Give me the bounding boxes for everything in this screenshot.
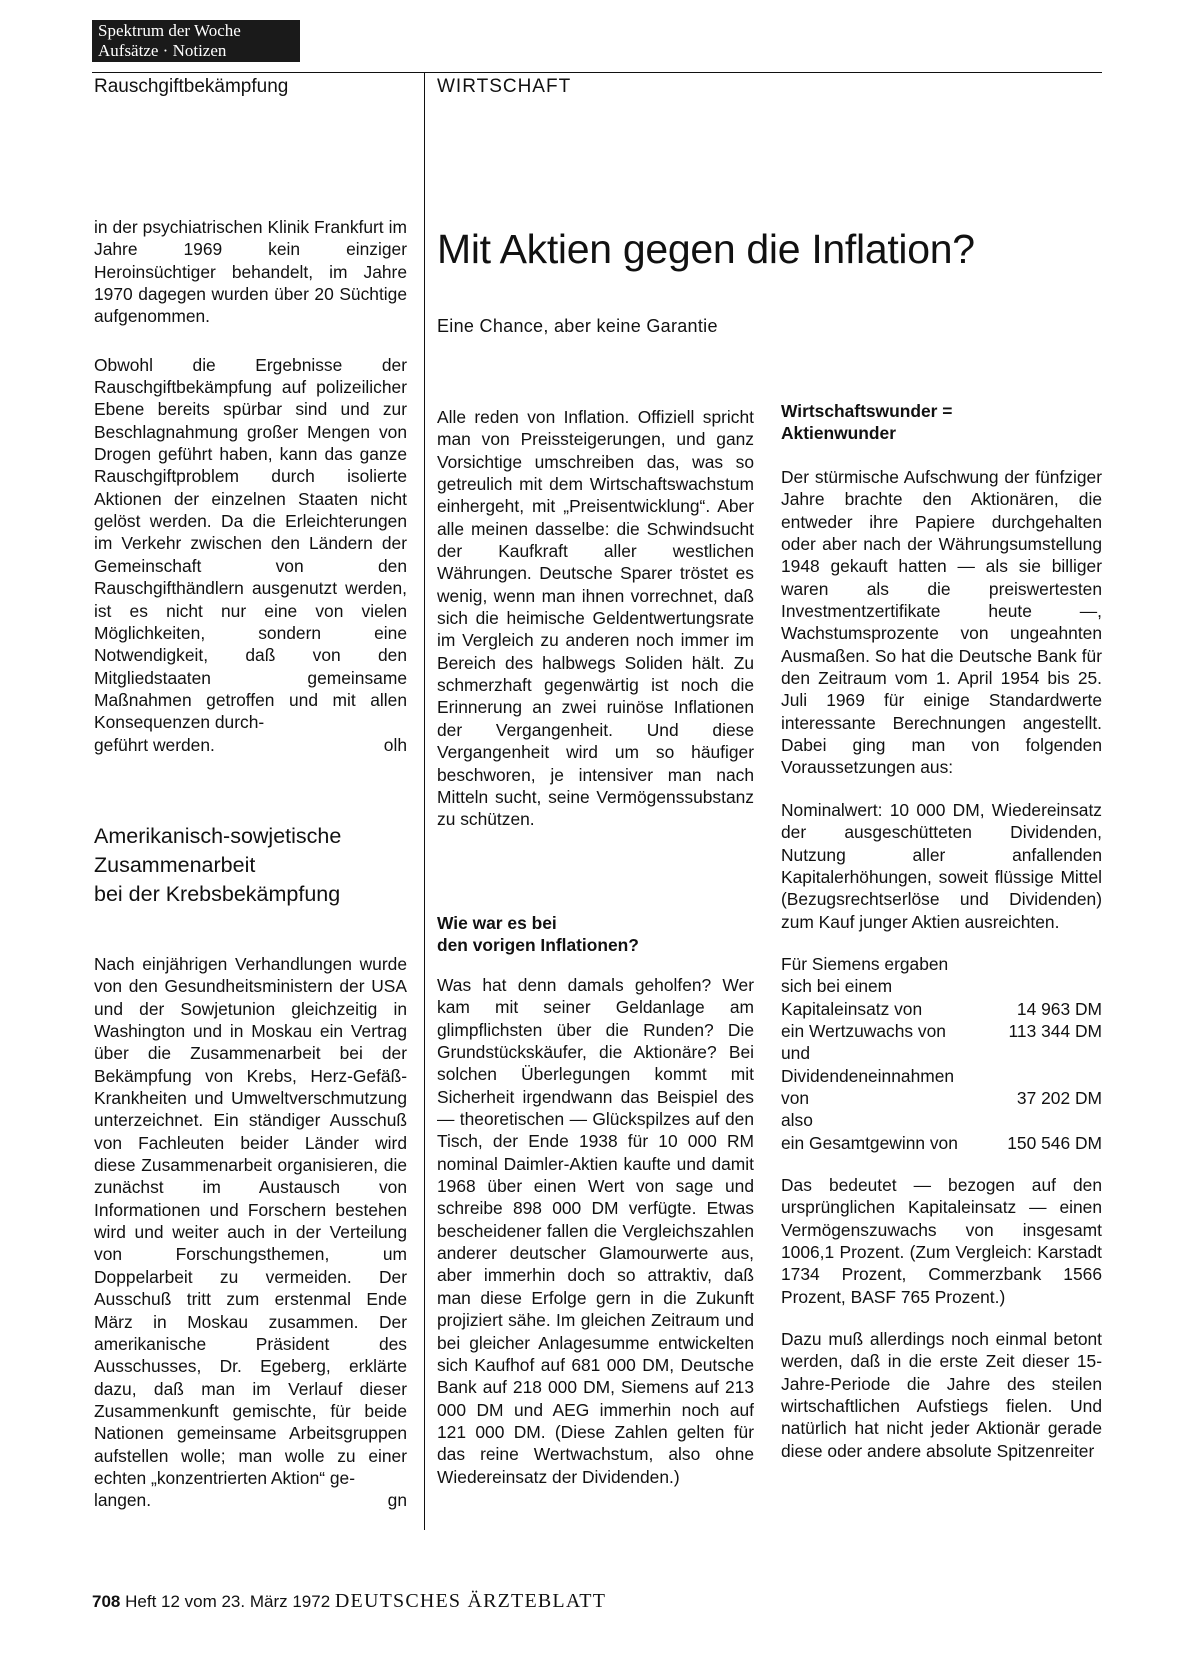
siemens-row-value: 113 344 DM <box>1008 1020 1102 1041</box>
author-signature-olh: olh <box>383 734 407 755</box>
left-paragraph-1: in der psychiatrischen Klinik Frankfurt im Jahre 1969 kein einziger Heroinsüchtiger behandelt, im Jahre 1970 dagegen wurden über 20 Süchtige aufgenommen. <box>94 217 407 327</box>
siemens-row-label: ein Wertzuwachs von <box>781 1020 946 1041</box>
issue-info: Heft 12 vom 23. März 1972 <box>125 1592 331 1611</box>
siemens-row <box>781 1132 1102 1154</box>
siemens-row-value: 37 202 DM <box>1016 1087 1102 1108</box>
author-signature-gn: gn <box>387 1490 407 1511</box>
left-article-heading <box>94 822 414 909</box>
siemens-table <box>781 998 1102 1154</box>
header-line-1: Spektrum der Woche <box>98 21 241 40</box>
siemens-intro <box>781 953 1102 998</box>
siemens-row <box>781 1020 1102 1042</box>
middle-paragraph-1: Alle reden von Inflation. Offiziell spricht man von Preissteigerungen, und ganz Vorsichtige umschreiben das, was so getreulich mit dem Wirtschaftswachstum einhergeht, mit „Preisentwicklung“. Aber alle meinen dasselbe: die Schwindsucht der Kaufkraft aller westlichen Währungen. Deutsche Sparer tröstet es wenig, wenn man ihnen vorrechnet, daß sich die heimische Geldentwertungsrate im Vergleich zu anderen noch immer im Bereich des halbwegs Soliden hält. Zu schmerzhaft gegenwärtig ist noch die Erinnerung an zwei ruinöse Inflationen der Vergangenheit. Und diese Vergangenheit wird um so häufiger beschworen, je intensiver man nach Mitteln sucht, seine Vermögenssubstanz zu schützen. <box>437 407 754 830</box>
left-paragraph-2-end <box>94 734 407 756</box>
middle-subheading-line-1: Wie war es bei <box>437 913 557 933</box>
left-heading-line-1: Amerikanisch-sowjetische <box>94 824 342 848</box>
middle-column-bottom <box>437 912 754 1488</box>
siemens-row <box>781 1109 1102 1131</box>
right-paragraph-2: Nominalwert: 10 000 DM, Wiedereinsatz der ausgeschütteten Dividenden, Nutzung aller anfallenden Kapitalerhöhungen, soweit flüssige Mittel (Bezugsrechtserlöse und Dividenden) zum Kauf junger Aktien ausreichten. <box>781 799 1102 932</box>
right-subheading <box>781 400 1102 444</box>
article-subtitle: Eine Chance, aber keine Garantie <box>437 316 718 336</box>
journal-masthead: DEUTSCHES ÄRZTEBLATT <box>334 1590 607 1612</box>
left-heading-line-3: bei der Krebsbekämpfung <box>94 882 341 906</box>
left-heading-line-2: Zusammenarbeit <box>94 853 256 877</box>
middle-subheading <box>437 912 754 956</box>
right-column <box>781 400 1102 1462</box>
column-divider <box>424 73 425 1530</box>
right-paragraph-3: Das bedeutet — bezogen auf den ursprünglichen Kapitaleinsatz — einen Vermögenszuwachs von insgesamt 1006,1 Prozent. (Zum Vergleich: Karstadt 1734 Prozent, Commerzbank 1566 Prozent, BASF 765 Prozent.) <box>781 1174 1102 1307</box>
page-footer <box>92 1590 606 1613</box>
siemens-row-label: Dividendeneinnahmen <box>781 1065 955 1086</box>
left-column-top <box>94 216 407 756</box>
siemens-row <box>781 1065 1102 1087</box>
siemens-row-value: 14 963 DM <box>1016 998 1102 1019</box>
left-paragraph-2-endtext: geführt werden. <box>94 734 215 755</box>
right-paragraph-1: Der stürmische Aufschwung der fünfziger Jahre brachte den Aktionären, die entweder ihre Papiere durchgehalten oder aber nach der Währungsumstellung 1948 gekauft hatten — als sie billiger waren als die preiswertesten Investmentzertifikate heute —, Wachstumsprozente von ungeahnten Ausmaßen. So hat die Deutsche Bank für den Zeitraum vom 1. April 1954 bis 25. Juli 1969 für einige Standardwerte interessante Berechnungen angestellt. Dabei ging man von folgenden Voraussetzungen aus: <box>781 467 1102 778</box>
left-paragraph-3: Nach einjährigen Verhandlungen wurde von den Gesundheitsministern der USA und der Sowjetunion gleichzeitig in Washington und in Moskau ein Vertrag über die Zusammenarbeit bei der Bekämpfung von Krebs, Herz-Gefäß-Krankheiten und Umweltverschmutzung unterzeichnet. Ein ständiger Ausschuß von Fachleuten beider Länder wird diese Zusammenarbeit organisieren, die zunächst im Austausch von Informationen und Forschern bestehen wird und weiter auch in der Verteilung von Forschungsthemen, um Doppelarbeit zu vermeiden. Der Ausschuß tritt zum erstenmal Ende März in Moskau zusammen. Der amerikanische Präsident des Ausschusses, Dr. Egeberg, erklärte dazu, daß man im Verlauf dieser Zusammenkunft gemischte, für beide Nationen gemeinsame Arbeitsgruppen aufstellen wolle; man wolle zu einer echten „konzentrierten Aktion“ ge- <box>94 954 407 1488</box>
siemens-row-label: Kapitaleinsatz von <box>781 998 923 1019</box>
article-title: Mit Aktien gegen die Inflation? <box>437 226 975 272</box>
left-column-bottom <box>94 953 407 1512</box>
middle-paragraph-2: Was hat denn damals geholfen? Wer kam mit seiner Geldanlage am glimpflichsten über die Runden? Die Grundstückskäufer, die Aktionäre? Bei solchen Überlegungen kommt mit Sicherheit irgendwann das Beispiel des — theoretischen — Glückspilzes auf den Tisch, der Ende 1938 für 10 000 RM nominal Daimler-Aktien kaufte und damit 1968 über einen Wert von sage und schreibe 898 000 DM verfügte. Etwas bescheidener fallen die Vergleichszahlen anderer deutscher Glamourwerte aus, aber immerhin doch so attraktiv, daß man diese Erfolge gern in die Zukunft projiziert sähe. Im gleichen Zeitraum und bei gleicher Anlagesumme entwickelten sich Kaufhof auf 681 000 DM, Deutsche Bank auf 218 000 DM, Siemens auf 213 000 DM und AEG immerhin noch auf 121 000 DM. (Diese Zahlen gelten für das reine Wertwachstum, also ohne Wiedereinsatz der Dividenden.) <box>437 975 754 1487</box>
siemens-row <box>781 998 1102 1020</box>
section-title-left: Rauschgiftbekämpfung <box>94 76 289 97</box>
middle-subheading-line-2: den vorigen Inflationen? <box>437 935 639 955</box>
left-paragraph-2: Obwohl die Ergebnisse der Rauschgiftbekämpfung auf polizeilicher Ebene bereits spürbar sind und zur Beschlagnahmung großer Mengen von Drogen geführt haben, kann das ganze Rauschgiftproblem durch isolierte Aktionen der einzelnen Staaten nicht gelöst werden. Da die Erleichterungen im Verkehr zwischen den Ländern der Gemeinschaft von den Rauschgifthändlern ausgenutzt werden, ist es nicht nur eine von vielen Möglichkeiten, sondern eine Notwendigkeit, daß von den Mitgliedstaaten gemeinsame Maßnahmen getroffen und mit allen Konsequenzen durch- <box>94 354 407 733</box>
right-subheading-line-2: Aktienwunder <box>781 423 896 443</box>
section-label-box <box>92 20 300 62</box>
siemens-row-label: ein Gesamtgewinn von <box>781 1132 958 1153</box>
header-line-2: Aufsätze · Notizen <box>98 41 227 60</box>
page-number: 708 <box>92 1592 121 1611</box>
siemens-row-label: also <box>781 1110 813 1131</box>
siemens-row-label: und <box>781 1043 811 1064</box>
left-paragraph-3-endtext: langen. <box>94 1490 152 1511</box>
siemens-row <box>781 1087 1102 1109</box>
siemens-row-label: von <box>781 1087 810 1108</box>
right-paragraph-4: Dazu muß allerdings noch einmal betont werden, daß in die erste Zeit dieser 15-Jahre-Periode die Jahre des steilen wirtschaftlichen Aufstiegs fielen. Und natürlich hat nicht jeder Aktionär gerade diese oder andere absolute Spitzenreiter <box>781 1329 1102 1461</box>
top-rule <box>92 72 1102 73</box>
left-paragraph-3-end <box>94 1489 407 1511</box>
siemens-row <box>781 1042 1102 1064</box>
section-title-right: WIRTSCHAFT <box>437 76 572 97</box>
middle-column-top <box>437 406 754 831</box>
siemens-intro-line-2: sich bei einem <box>781 976 893 997</box>
right-subheading-line-1: Wirtschaftswunder = <box>781 401 953 421</box>
siemens-intro-line-1: Für Siemens ergaben <box>781 953 949 974</box>
siemens-row-value: 150 546 DM <box>1007 1132 1102 1153</box>
